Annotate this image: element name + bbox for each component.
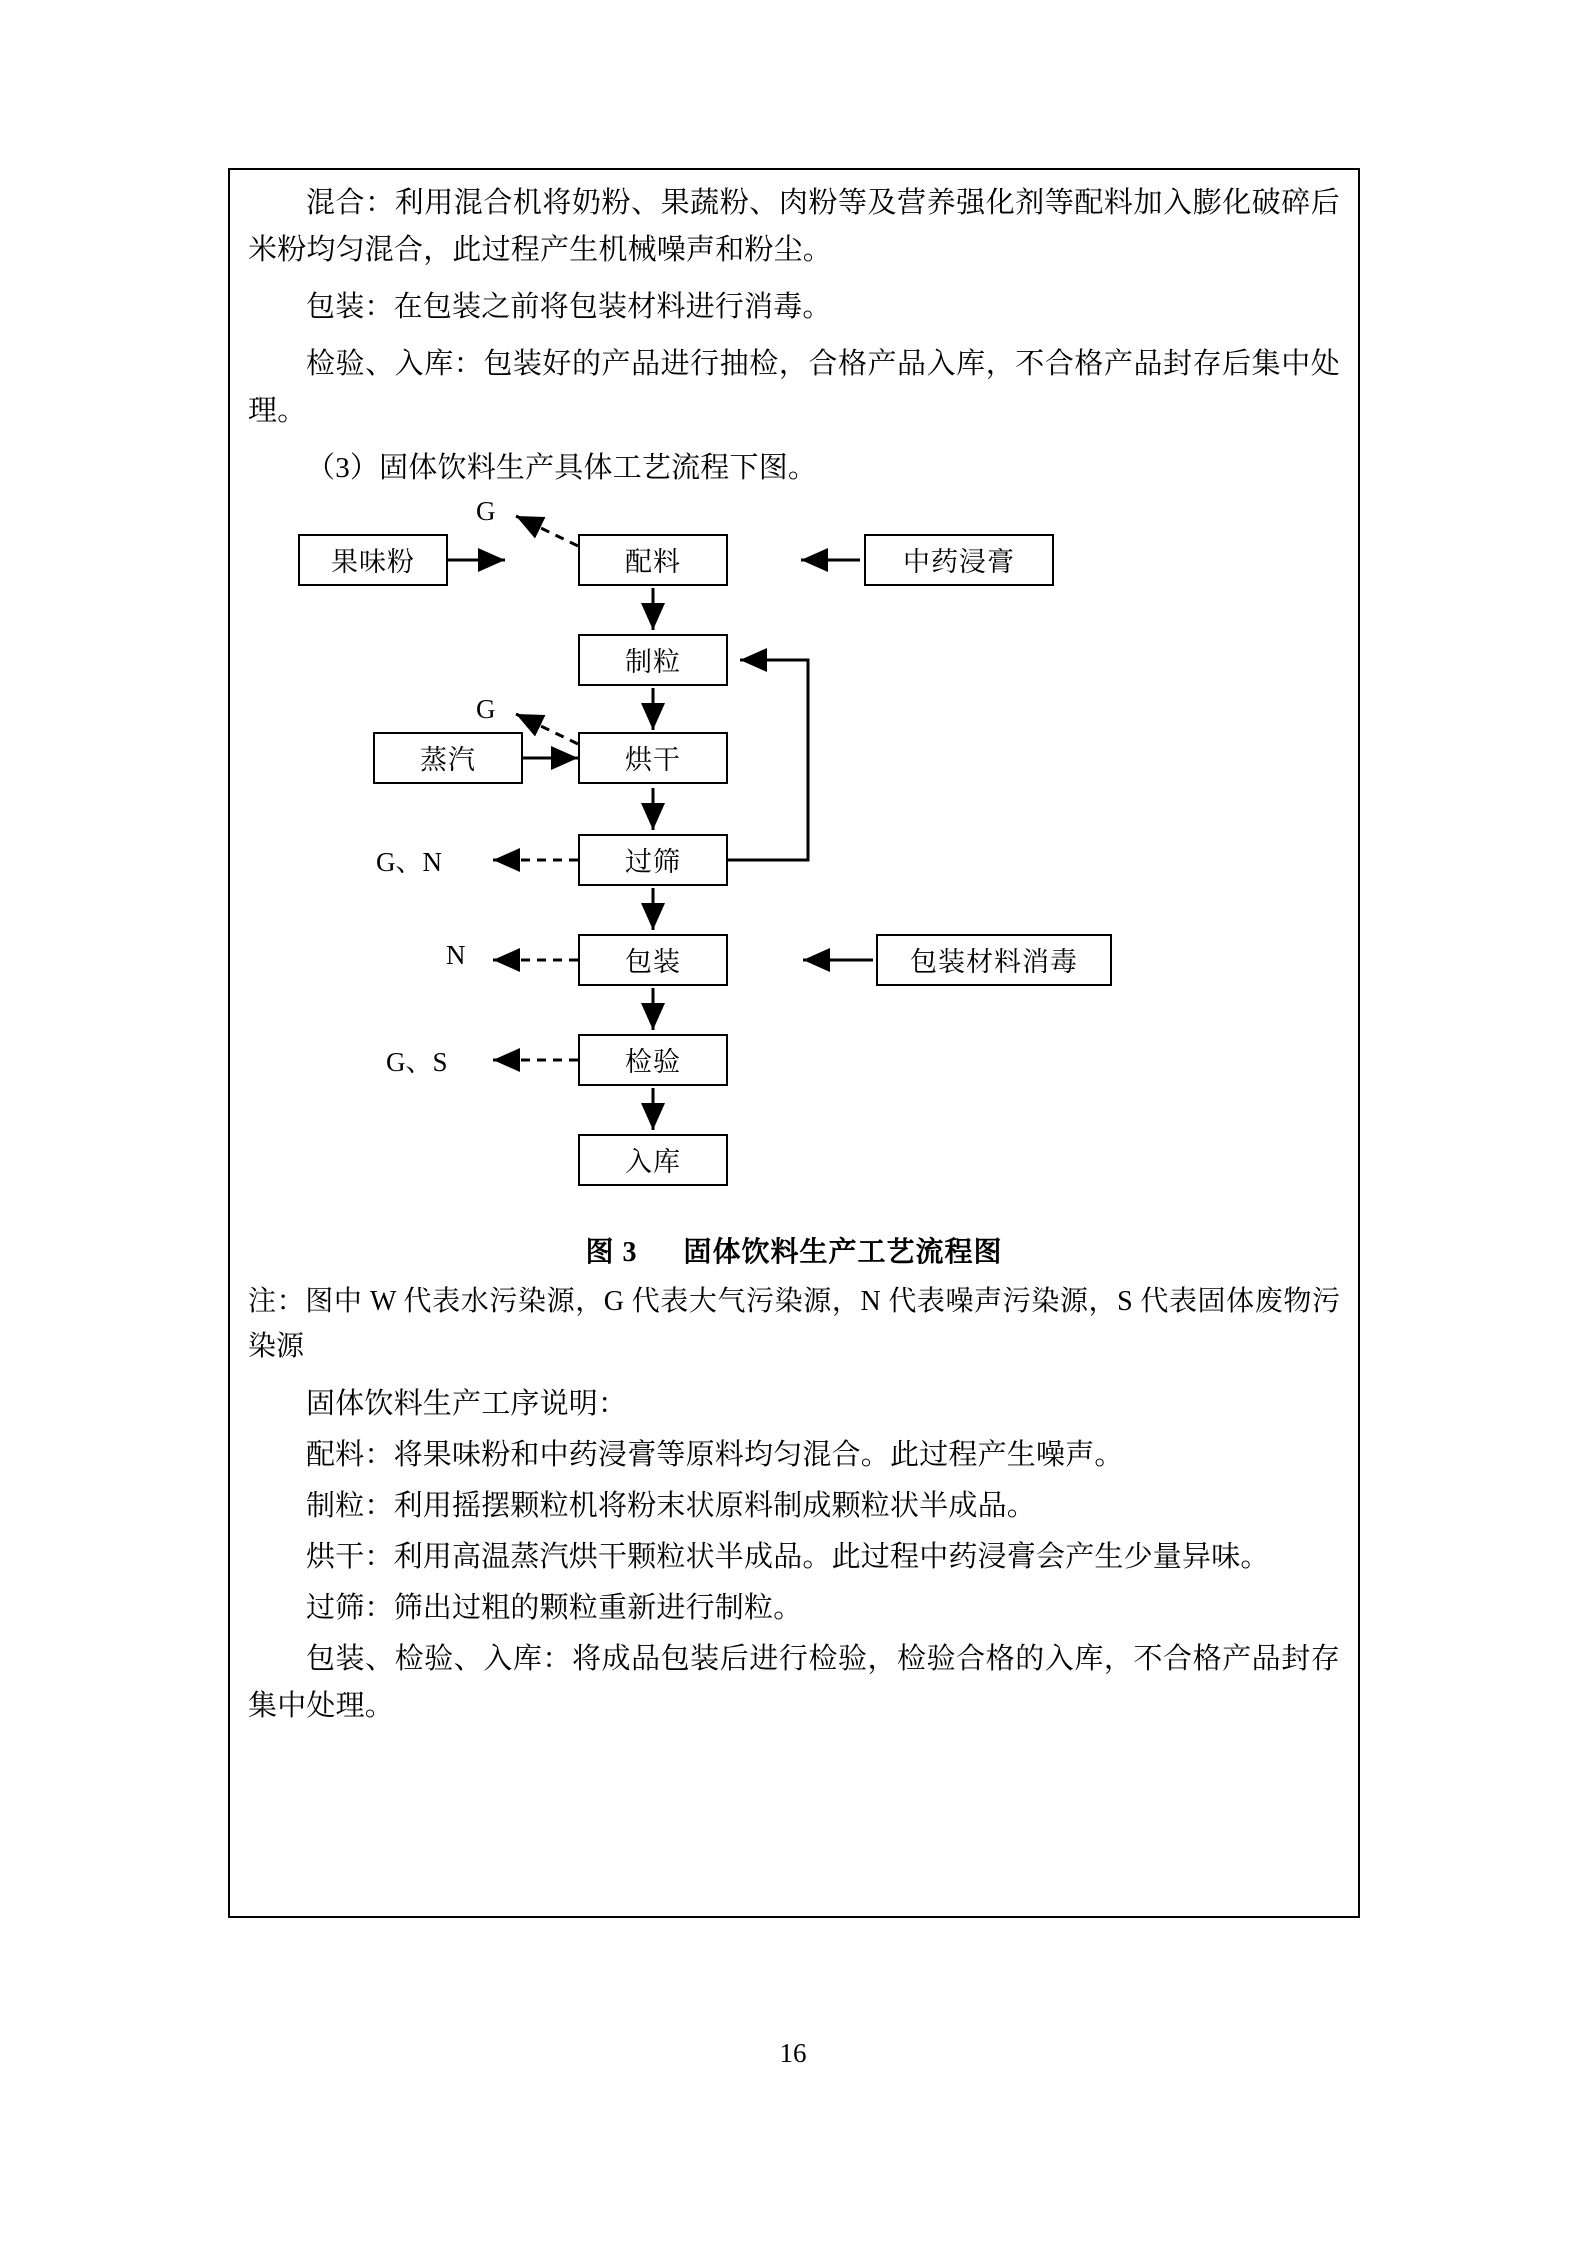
flow-node-label: 过筛 — [625, 847, 681, 878]
flow-node-jianyan — [578, 1034, 728, 1086]
process-step-guoshai: 过筛：筛出过粗的颗粒重新进行制粒。 — [306, 1592, 803, 1625]
figure-caption-title: 固体饮料生产工艺流程图 — [683, 1236, 1003, 1268]
pollution-label-gs-jianyan: G、S — [386, 1046, 448, 1077]
paragraph-packaging: 包装：在包装之前将包装材料进行消毒。 — [306, 290, 832, 323]
flow-node-label: 果味粉 — [331, 547, 415, 578]
flow-node-ruku — [578, 1134, 728, 1186]
flow-node-label: 配料 — [625, 547, 681, 578]
pollution-label-g-peiliao: G — [476, 495, 496, 526]
page-content — [248, 180, 1340, 1740]
paragraph-section-3: （3）固体饮料生产具体工艺流程下图。 — [306, 451, 818, 484]
paragraph-mixing: 混合：利用混合机将奶粉、果蔬粉、肉粉等及营养强化剂等配料加入膨化破碎后米粉均匀混合，此过程产生机械噪声和粉尘。 — [248, 187, 1340, 266]
flow-node-honggan — [578, 732, 728, 784]
process-flow-diagram — [248, 495, 1340, 1228]
page-number: 16 — [779, 2038, 807, 2068]
flow-node-baozhuang — [578, 934, 728, 986]
flow-node-guoshai — [578, 834, 728, 886]
process-step-baozhuang-jianyan-ruku: 包装、检验、入库：将成品包装后进行检验，检验合格的入库，不合格产品封存集中处理。 — [248, 1643, 1340, 1723]
pollution-label-gn-guoshai: G、N — [376, 846, 442, 877]
flow-node-label: 包装 — [625, 947, 681, 978]
process-step-zhili: 制粒：利用摇摆颗粒机将粉末状原料制成颗粒状半成品。 — [306, 1490, 1037, 1523]
figure-caption — [248, 1230, 1340, 1270]
flow-node-zhili — [578, 634, 728, 686]
flow-node-label: 检验 — [625, 1047, 681, 1078]
process-step-honggan: 烘干：利用高温蒸汽烘干颗粒状半成品。此过程中药浸膏会产生少量异味。 — [306, 1541, 1270, 1574]
flow-node-guoweifen — [298, 534, 448, 586]
process-step-peiliao: 配料：将果味粉和中药浸膏等原料均匀混合。此过程产生噪声。 — [306, 1439, 1124, 1472]
flow-node-label: 制粒 — [625, 647, 681, 678]
flow-node-zhongyaojingao — [864, 534, 1054, 586]
flow-node-baozhuangcailiaoxiaodu — [876, 934, 1112, 986]
flow-node-label: 烘干 — [625, 745, 681, 776]
flow-node-label: 包装材料消毒 — [910, 947, 1078, 978]
figure-caption-label: 图 3 — [585, 1236, 638, 1268]
pollution-label-g-honggan: G — [476, 693, 496, 724]
process-heading: 固体饮料生产工序说明： — [306, 1388, 628, 1421]
figure-note: 注：图中 W 代表水污染源，G 代表大气污染源，N 代表噪声污染源，S 代表固体废物污染源 — [248, 1285, 1340, 1362]
flow-node-label: 蒸汽 — [420, 745, 476, 776]
pollution-label-n-baozhuang: N — [446, 939, 466, 970]
flow-node-label: 入库 — [625, 1147, 681, 1178]
paragraph-inspection: 检验、入库：包装好的产品进行抽检，合格产品入库，不合格产品封存后集中处理。 — [248, 347, 1340, 427]
flow-node-zhengqi — [373, 732, 523, 784]
flow-node-peiliao — [578, 534, 728, 586]
flow-node-label: 中药浸膏 — [903, 547, 1015, 578]
